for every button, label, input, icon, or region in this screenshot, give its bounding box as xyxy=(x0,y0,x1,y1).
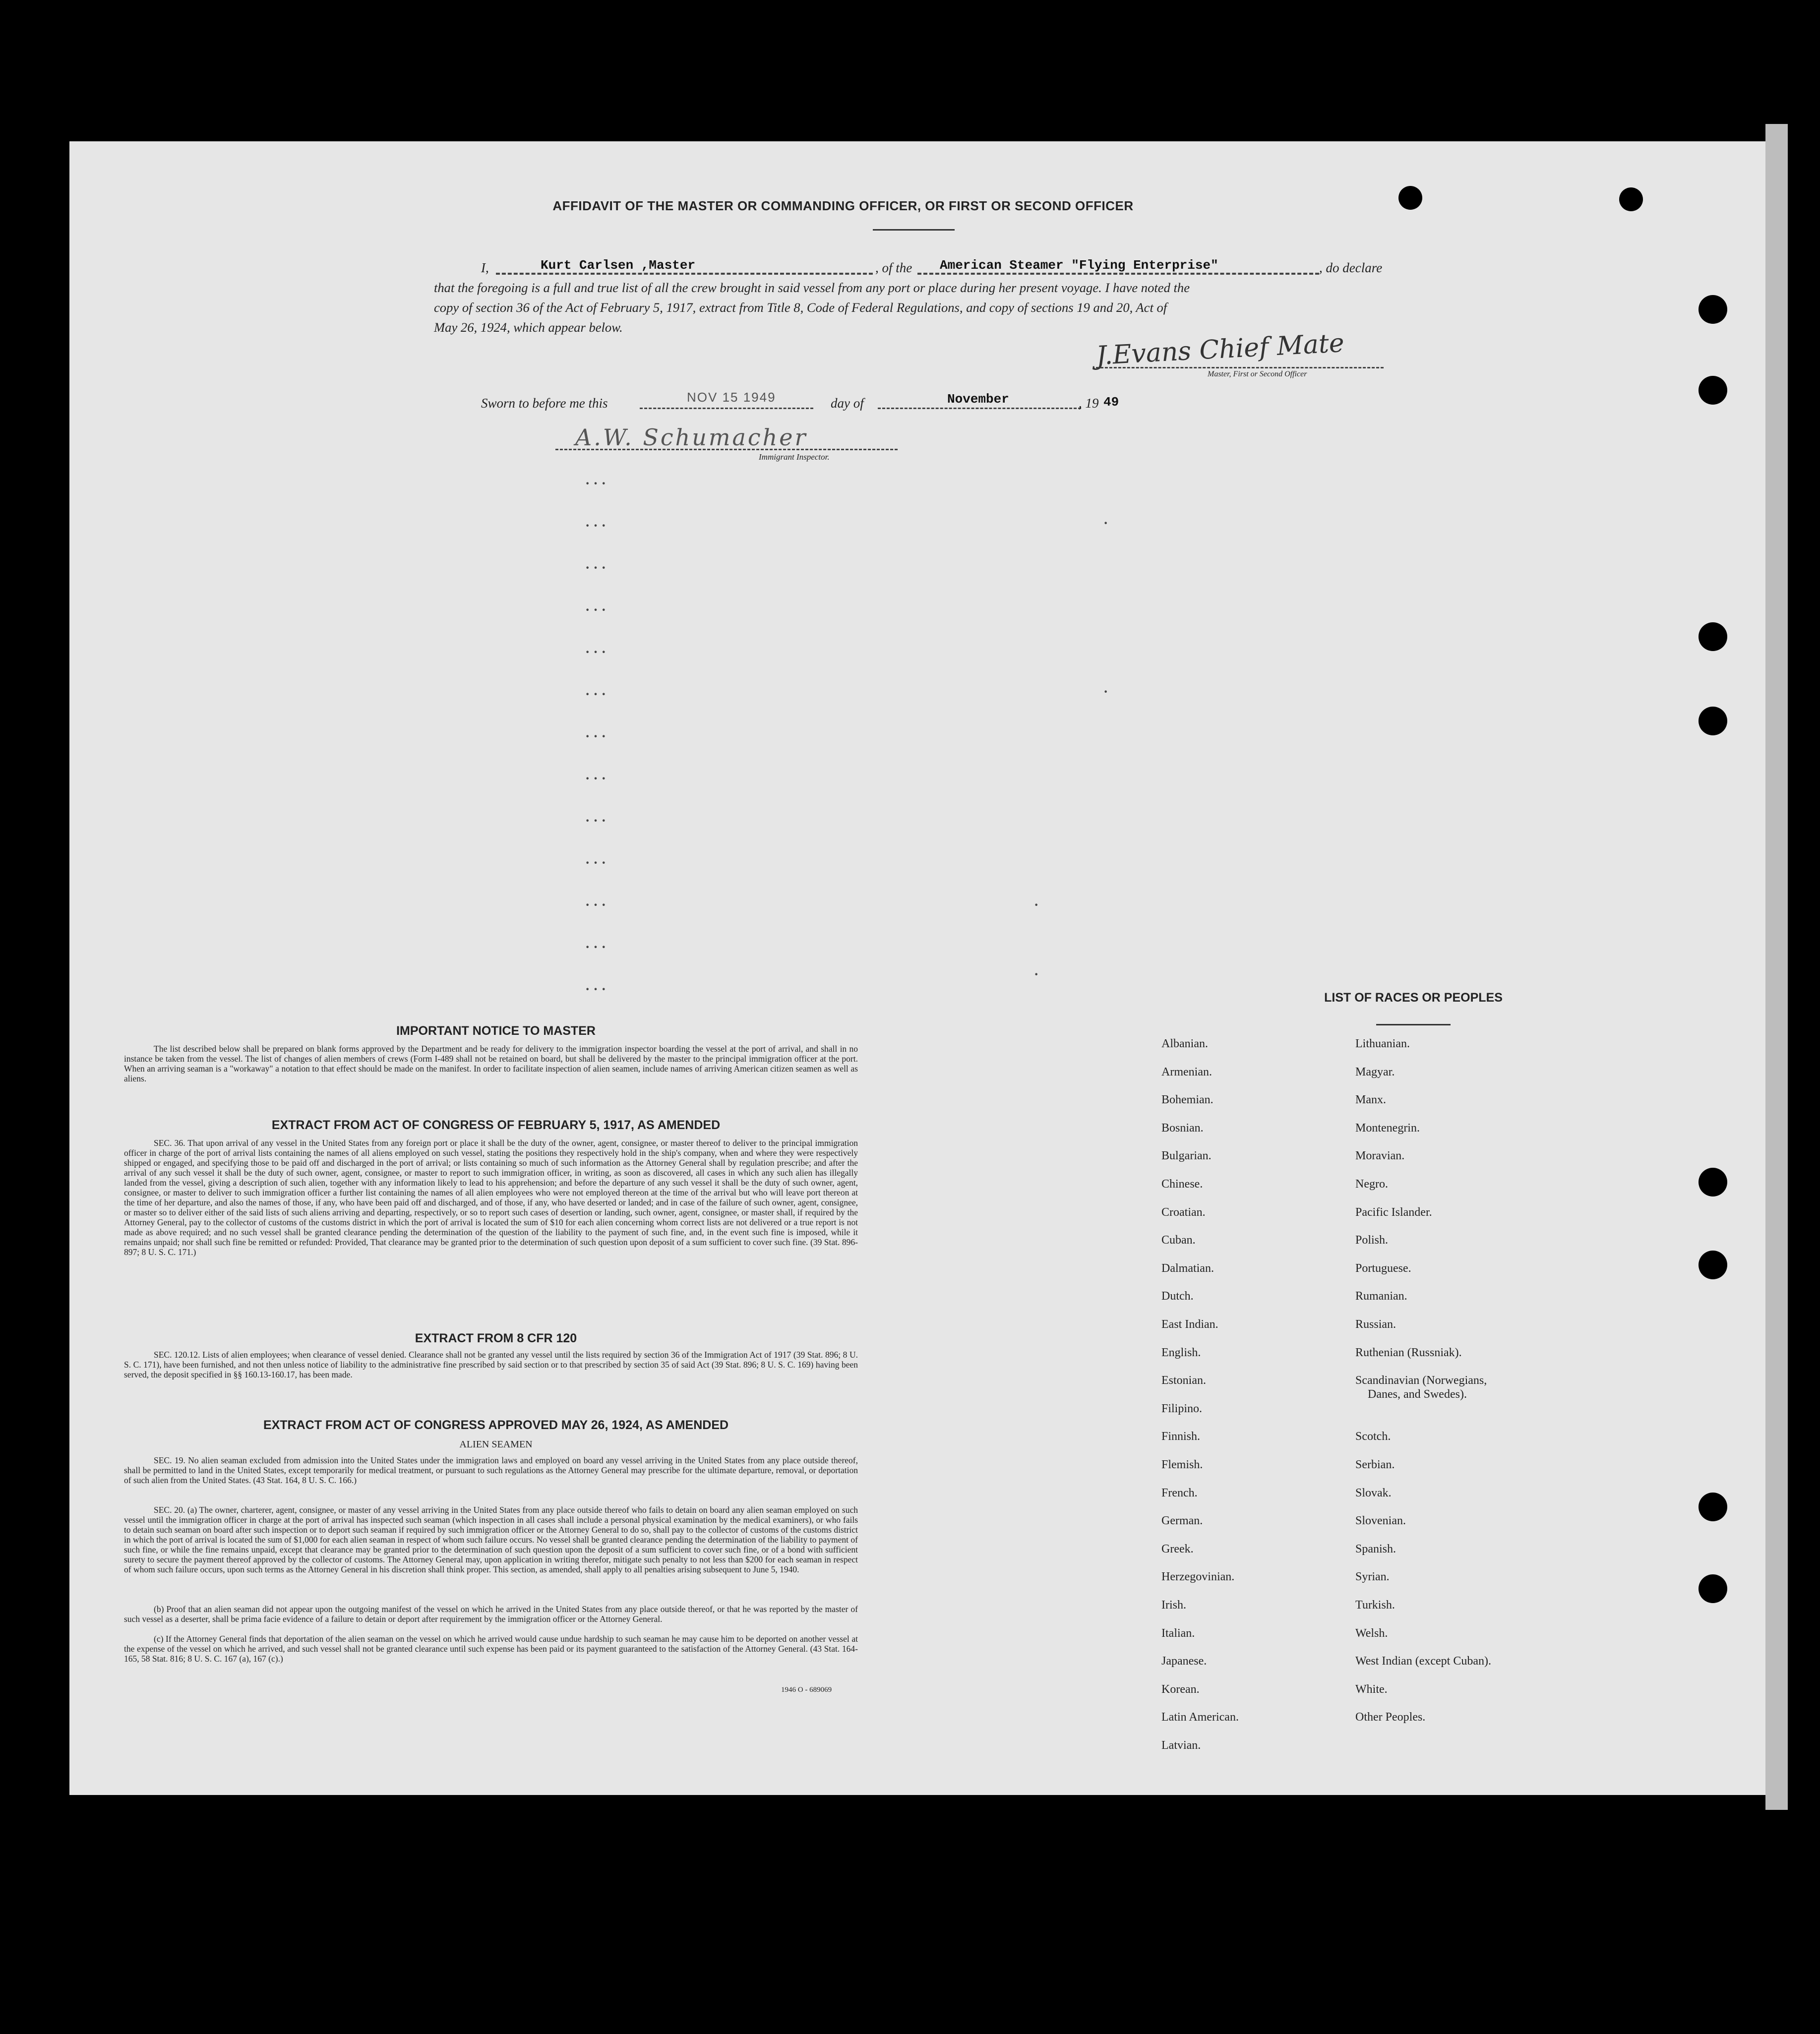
race-item: Dutch. xyxy=(1161,1290,1194,1303)
master-officer-label: Master, First or Second Officer xyxy=(1208,370,1307,378)
race-item: Chinese. xyxy=(1161,1178,1203,1191)
race-item: Magyar. xyxy=(1355,1065,1395,1078)
inspector-signature: A.W. Schumacher xyxy=(575,424,808,451)
sec-19-text: SEC. 19. No alien seaman excluded from admission into the United States under the immigration laws and employed on board any vessel arriving in the United States from any place outside thereof, shall be permitted to land in the United States, except temporarily for medical treatment, or pursuant to such regulations as the Attorney General may prescribe for the ultimate departure, removal, or deportation of such alien from the United States. (43 Stat. 164, 8 U. S. C. 166.) xyxy=(124,1455,858,1485)
punch-hole xyxy=(1398,186,1422,210)
race-item: Scotch. xyxy=(1355,1430,1391,1443)
race-item: Bohemian. xyxy=(1161,1093,1213,1107)
race-item: Russian. xyxy=(1355,1318,1396,1331)
race-item: Korean. xyxy=(1161,1682,1200,1696)
race-item: English. xyxy=(1161,1346,1201,1359)
race-item: Latvian. xyxy=(1161,1739,1201,1752)
race-item: Rumanian. xyxy=(1355,1290,1407,1303)
race-item: Polish. xyxy=(1355,1234,1389,1247)
affidavit-i: I, xyxy=(481,260,489,275)
punch-hole xyxy=(1699,622,1727,651)
punch-hole xyxy=(1619,187,1643,211)
race-item: Japanese. xyxy=(1161,1655,1207,1668)
sec-20a-text: SEC. 20. (a) The owner, charterer, agent, consignee, or master of any vessel arriving in the United States from any place outside thereof who fails to detain on board any alien seaman employed on such vessel until the immigration officer in charge at the port of arrival has inspected such seaman (which inspection in all cases shall include a personal physical examination by the medical examiners), or who fails to detain such seaman on board after such inspection or to deport such seaman if required by such immigration officer or the Attorney General to do so, shall pay to the collector of customs of the customs district in which the port of arrival is located the sum of $1,000 for each alien seaman in respect of whom such failure occurs. No vessel shall be granted clearance pending the determination of the liability to payment of such fine, or while the fine remains unpaid, except that clearance may be granted prior to the determination of such question upon the deposit of a sum sufficient to cover such fine, or of a bond with sufficient surety to secure the payment thereof approved by the collector of customs. The Attorney General may, upon application in writing therefor, mitigate such penalty to not less than $200 for each seaman in respect of whom such failure occurs, upon such terms as the Attorney General in his discretion shall think proper. This section, as amended, shall apply to all penalties arising subsequent to June 5, 1940. xyxy=(124,1505,858,1574)
race-item: Pacific Islander. xyxy=(1355,1205,1432,1219)
race-item: Greek. xyxy=(1161,1542,1194,1555)
race-item: Italian. xyxy=(1161,1626,1195,1640)
year-label: , 19 xyxy=(1079,396,1099,411)
punch-hole xyxy=(1699,1168,1727,1196)
name-fill-line xyxy=(496,273,873,275)
race-item: Cuban. xyxy=(1161,1234,1196,1247)
vessel-fill-line xyxy=(917,273,1319,275)
race-item: East Indian. xyxy=(1161,1318,1218,1331)
race-item: Welsh. xyxy=(1355,1626,1388,1640)
punch-hole xyxy=(1699,707,1727,735)
race-item: Dalmatian. xyxy=(1161,1261,1214,1275)
affidavit-title: AFFIDAVIT OF THE MASTER OR COMMANDING OFFICER, OR FIRST OR SECOND OFFICER xyxy=(552,198,1134,213)
race-item: Danes, and Swedes). xyxy=(1368,1388,1467,1401)
race-item: Syrian. xyxy=(1355,1570,1390,1584)
race-item: Albanian. xyxy=(1161,1037,1208,1050)
date-stamp: NOV 15 1949 xyxy=(687,390,776,405)
cfr-text: SEC. 120.12. Lists of alien employees; when clearance of vessel denied. Clearance shall not be granted any vessel until the lists required by section 36 of the Immigration Act of 1917 (39 Stat. 896; 8 U. S. C. 171), have been furnished, and not then unless notice of liability to the administrative fine prescribed by said section or to that prescribed by section 35 of said Act (39 Stat. 896; 8 U. S. C. 169) having been served, the deposit specified in §§ 160.13-160.17, has been made. xyxy=(124,1350,858,1379)
punch-hole xyxy=(1699,376,1727,405)
punch-hole xyxy=(1699,1493,1727,1521)
race-item: Manx. xyxy=(1355,1093,1386,1107)
master-name: Kurt Carlsen ,Master xyxy=(541,258,696,273)
extract-1917-title: EXTRACT FROM ACT OF CONGRESS OF FEBRUARY 5, 1917, AS AMENDED xyxy=(271,1118,721,1132)
race-item: Estonian. xyxy=(1161,1374,1206,1387)
race-item: Turkish. xyxy=(1355,1599,1395,1612)
page-edge xyxy=(1765,124,1788,1810)
cfr-title: EXTRACT FROM 8 CFR 120 xyxy=(415,1331,577,1345)
punch-hole xyxy=(1699,1251,1727,1279)
affidavit-line-3: copy of section 36 of the Act of February 5, 1917, extract from Title 8, Code of Federal Regulations, and copy of sections 19 and 20, Act of xyxy=(434,300,1167,315)
race-item: Ruthenian (Russniak). xyxy=(1355,1346,1462,1359)
race-item: Latin American. xyxy=(1161,1711,1239,1724)
extract-1917-text: SEC. 36. That upon arrival of any vessel in the United States from any foreign port or place it shall be the duty of the owner, agent, consignee, or master thereof to deliver to the principal immigration officer in charge of the port of arrival lists containing the names of all aliens employed on such vessel, stating the positions they respectively hold in the ship's company, when and where they were respectively shipped or engaged, and specifying those to be paid off and discharged in the port of arrival; or lists containing so much of such information as the Attorney General shall by regulation prescribe; and after the arrival of any such vessel it shall be the duty of such owner, agent, consignee, or master to report to such immigration officer, in writing, as soon as discovered, all cases in which any such alien has illegally landed from the vessel, giving a description of such alien, together with any information likely to lead to his apprehension; and before the departure of any such vessel it shall be the duty of such owner, agent, consignee, or master to deliver to such immigration officer a further list containing the names of all alien employees who were not employed thereon at the time of the arrival but who will leave port thereon at the time of her departure, and also the names of those, if any, who have been paid off and discharged, and of those, if any, who have deserted or landed; and in case of the failure of such owner, agent, consignee, or master so to deliver either of the said lists of such aliens arriving and departing, respectively, or so to report such cases of desertion or landing, such owner, agent, consignee, or master shall, if required by the Attorney General, pay to the collector of customs of the customs district in which the port of arrival is located the sum of $10 for each alien concerning whom correct lists are not delivered or a true report is not made as above required; and no such vessel shall be granted clearance pending the determination of the question of the liability to the payment of such fine, and, in the event such fine is imposed, while it remains unpaid; nor shall such fine be remitted or refunded: Provided, That clearance may be granted prior to the determination of such question upon deposit of a sum sufficient to cover such fine. (39 Stat. 896-897; 8 U. S. C. 171.) xyxy=(124,1138,858,1257)
sworn-label: Sworn to before me this xyxy=(481,396,608,411)
race-item: Negro. xyxy=(1355,1178,1388,1191)
of-the-label: , of the xyxy=(875,260,912,275)
date-fill-line xyxy=(640,408,813,409)
race-item: Slovenian. xyxy=(1355,1514,1406,1528)
do-declare-label: , do declare xyxy=(1319,260,1383,275)
race-item: Other Peoples. xyxy=(1355,1711,1426,1724)
race-item: Slovak. xyxy=(1355,1486,1392,1499)
month-fill-line xyxy=(878,408,1081,409)
race-item: Irish. xyxy=(1161,1599,1186,1612)
races-title: LIST OF RACES OR PEOPLES xyxy=(1324,991,1503,1005)
race-item: Montenegrin. xyxy=(1355,1121,1420,1135)
alien-seamen-subtitle: ALIEN SEAMEN xyxy=(459,1439,533,1450)
notice-title: IMPORTANT NOTICE TO MASTER xyxy=(396,1024,596,1038)
inspector-line xyxy=(555,449,898,450)
sec-20b-text: (b) Proof that an alien seaman did not appear upon the outgoing manifest of the vessel on which he arrived in the United States from any place outside thereof, or that he was reported by the master of such vessel as a deserter, shall be prima facie evidence of a failure to detain or deport after requirement by the immigration officer or the Attorney General. xyxy=(124,1604,858,1624)
sec-20c-text: (c) If the Attorney General finds that deportation of the alien seaman on the vessel on which he arrived would cause undue hardship to such seaman he may cause him to be deported on another vessel at the expense of the vessel on which he arrived, and such vessel shall not be granted clearance until such expense has been paid or its payment guaranteed to the satisfaction of the Attorney General. (43 Stat. 164-165, 58 Stat. 816; 8 U. S. C. 167 (a), 167 (c).) xyxy=(124,1634,858,1664)
race-item: Spanish. xyxy=(1355,1542,1396,1555)
affidavit-line-2: that the foregoing is a full and true list of all the crew brought in said vessel from any port or place during her present voyage. I have noted the xyxy=(434,280,1190,295)
month-typed: November xyxy=(947,392,1009,407)
inspector-label: Immigrant Inspector. xyxy=(759,452,830,462)
affidavit-line-4: May 26, 1924, which appear below. xyxy=(434,320,623,335)
year-typed: 49 xyxy=(1103,395,1119,410)
race-item: Herzegovinian. xyxy=(1161,1570,1235,1584)
notice-text: The list described below shall be prepared on blank forms approved by the Department and be ready for delivery to the immigration inspector boarding the vessel at the port of arrival, and shall in no instance be taken from the vessel. The list of changes of alien members of crews (Form I-489 shall not be retained on board, but shall be delivered by the master to the principal immigration officer at the port. When an arriving seaman is a "workaway" a notation to that effect should be made on the manifest. In order to facilitate inspection of alien seamen, include names of arriving American citizen seamen as well as aliens. xyxy=(124,1044,858,1083)
punch-hole xyxy=(1699,1574,1727,1603)
race-item: Armenian. xyxy=(1161,1065,1212,1078)
race-item: Bosnian. xyxy=(1161,1121,1204,1135)
race-item: Filipino. xyxy=(1161,1402,1203,1415)
race-item: German. xyxy=(1161,1514,1203,1528)
race-item: Lithuanian. xyxy=(1355,1037,1410,1050)
print-code: 1946 O - 689069 xyxy=(781,1686,832,1694)
signature-line xyxy=(1096,367,1384,368)
race-item: Finnish. xyxy=(1161,1430,1201,1443)
race-item: White. xyxy=(1355,1682,1388,1696)
race-item: Portuguese. xyxy=(1355,1261,1411,1275)
divider xyxy=(1376,1024,1451,1025)
extract-1924-title: EXTRACT FROM ACT OF CONGRESS APPROVED MAY 26, 1924, AS AMENDED xyxy=(263,1418,729,1432)
officer-signature: J.Evans Chief Mate xyxy=(1095,328,1345,371)
race-item: Moravian. xyxy=(1355,1149,1405,1163)
vessel-name: American Steamer "Flying Enterprise" xyxy=(940,258,1218,273)
day-of-label: day of xyxy=(831,396,864,411)
punch-hole xyxy=(1699,295,1727,324)
race-item: West Indian (except Cuban). xyxy=(1355,1655,1491,1668)
race-item: Flemish. xyxy=(1161,1458,1203,1471)
race-item: Serbian. xyxy=(1355,1458,1395,1471)
race-item: Croatian. xyxy=(1161,1205,1206,1219)
race-item: French. xyxy=(1161,1486,1198,1499)
race-item: Scandinavian (Norwegians, xyxy=(1355,1374,1487,1387)
divider xyxy=(873,229,955,231)
race-item: Bulgarian. xyxy=(1161,1149,1212,1163)
